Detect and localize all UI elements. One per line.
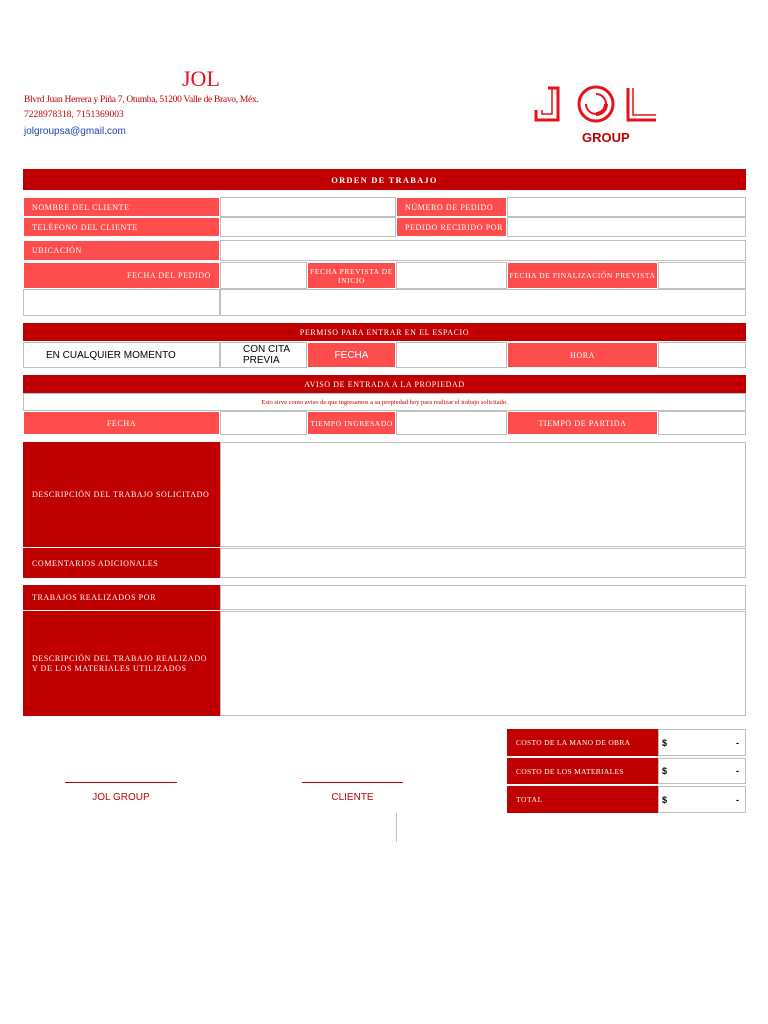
performed-description-field[interactable] [220,611,746,716]
permission-date-label: FECHA [307,342,396,368]
entry-date-label: FECHA [23,411,220,435]
total-field[interactable] [658,786,746,813]
received-by-label: PEDIDO RECIBIDO POR [396,217,507,237]
client-signature-label: CLIENTE [331,792,374,803]
location-label: UBICACIÓN [23,240,220,261]
client-name-field[interactable] [220,197,396,217]
materials-currency: $ [662,766,668,776]
divider-line [396,813,397,842]
received-by-field[interactable] [507,217,746,237]
order-date-label-text: FECHA DEL PEDIDO [127,271,211,280]
expected-end-label: FECHA DE FINALIZACIÓN PREVISTA [507,262,658,289]
total-currency: $ [662,794,668,805]
labor-value: - [736,737,739,748]
order-date-label [23,262,220,289]
any-time-option[interactable]: EN CUALQUIER MOMENTO [23,342,220,368]
performed-description-label: DESCRIPCIÓN DEL TRABAJO REALIZADO Y DE LOS MATERIALES UTILIZADOS [23,611,220,716]
with-appointment-option[interactable]: CON CITA PREVIA [220,342,307,368]
client-phone-field[interactable] [220,217,396,237]
expected-end-field[interactable] [658,262,746,289]
work-description-field[interactable] [220,442,746,547]
company-phones: 7228978318, 7151369003 [24,110,124,120]
comments-field[interactable] [220,548,746,578]
performed-by-field[interactable] [220,585,746,610]
work-description-label: DESCRIPCIÓN DEL TRABAJO SOLICITADO [23,442,220,547]
client-name-label: NOMBRE DEL CLIENTE [23,197,220,217]
order-date-value-field[interactable] [23,289,220,316]
time-out-field[interactable] [658,411,746,435]
materials-cost-label: COSTO DE LOS MATERIALES [507,758,658,784]
labor-cost-label: COSTO DE LA MANO DE OBRA [507,729,658,756]
order-date-field[interactable] [220,262,307,289]
performed-by-label: TRABAJOS REALIZADOS POR [23,585,220,610]
permission-title: PERMISO PARA ENTRAR EN EL ESPACIO [23,323,746,341]
materials-value: - [736,766,739,776]
client-phone-label: TELÉFONO DEL CLIENTE [23,217,220,237]
jol-group-logo [532,84,660,146]
time-out-label: TIEMPO DE PARTIDA [507,411,658,435]
expected-start-label: FECHA PREVISTA DE INICIO [307,262,396,289]
labor-cost-field[interactable] [658,729,746,756]
permission-time-label: HORA [507,342,658,368]
company-signature-label: JOL GROUP [92,792,150,803]
total-label: TOTAL [507,786,658,813]
dates-value-field[interactable] [220,289,746,316]
company-email[interactable]: jolgroupsa@gmail.com [24,126,126,137]
time-in-field[interactable] [396,411,507,435]
permission-time-field[interactable] [658,342,746,368]
client-signature-line [302,782,403,783]
order-number-field[interactable] [507,197,746,217]
entry-notice-title: AVISO DE ENTRADA A LA PROPIEDAD [23,375,746,393]
form-title: ORDEN DE TRABAJO [23,169,746,190]
time-in-label: TIEMPO INGRESADO [307,411,396,435]
order-number-label: NÚMERO DE PEDIDO [396,197,507,217]
company-address: Blvrd Juan Herrera y Piña 7, Otumba, 51200 Valle de Bravo, Méx. [24,95,259,105]
svg-text:GROUP: GROUP [582,130,630,145]
labor-currency: $ [662,737,668,748]
expected-start-field[interactable] [396,262,507,289]
company-signature-line [65,782,177,783]
entry-notice-note: Esto sirve como aviso de que ingresamos a su propiedad hoy para realizar el trabajo solicitado. [23,393,746,411]
materials-cost-field[interactable] [658,758,746,784]
total-value: - [736,794,739,805]
comments-label: COMENTARIOS ADICIONALES [23,548,220,578]
permission-date-field[interactable] [396,342,507,368]
location-field[interactable] [220,240,746,261]
company-name: JOL [182,66,220,91]
entry-date-field[interactable] [220,411,307,435]
